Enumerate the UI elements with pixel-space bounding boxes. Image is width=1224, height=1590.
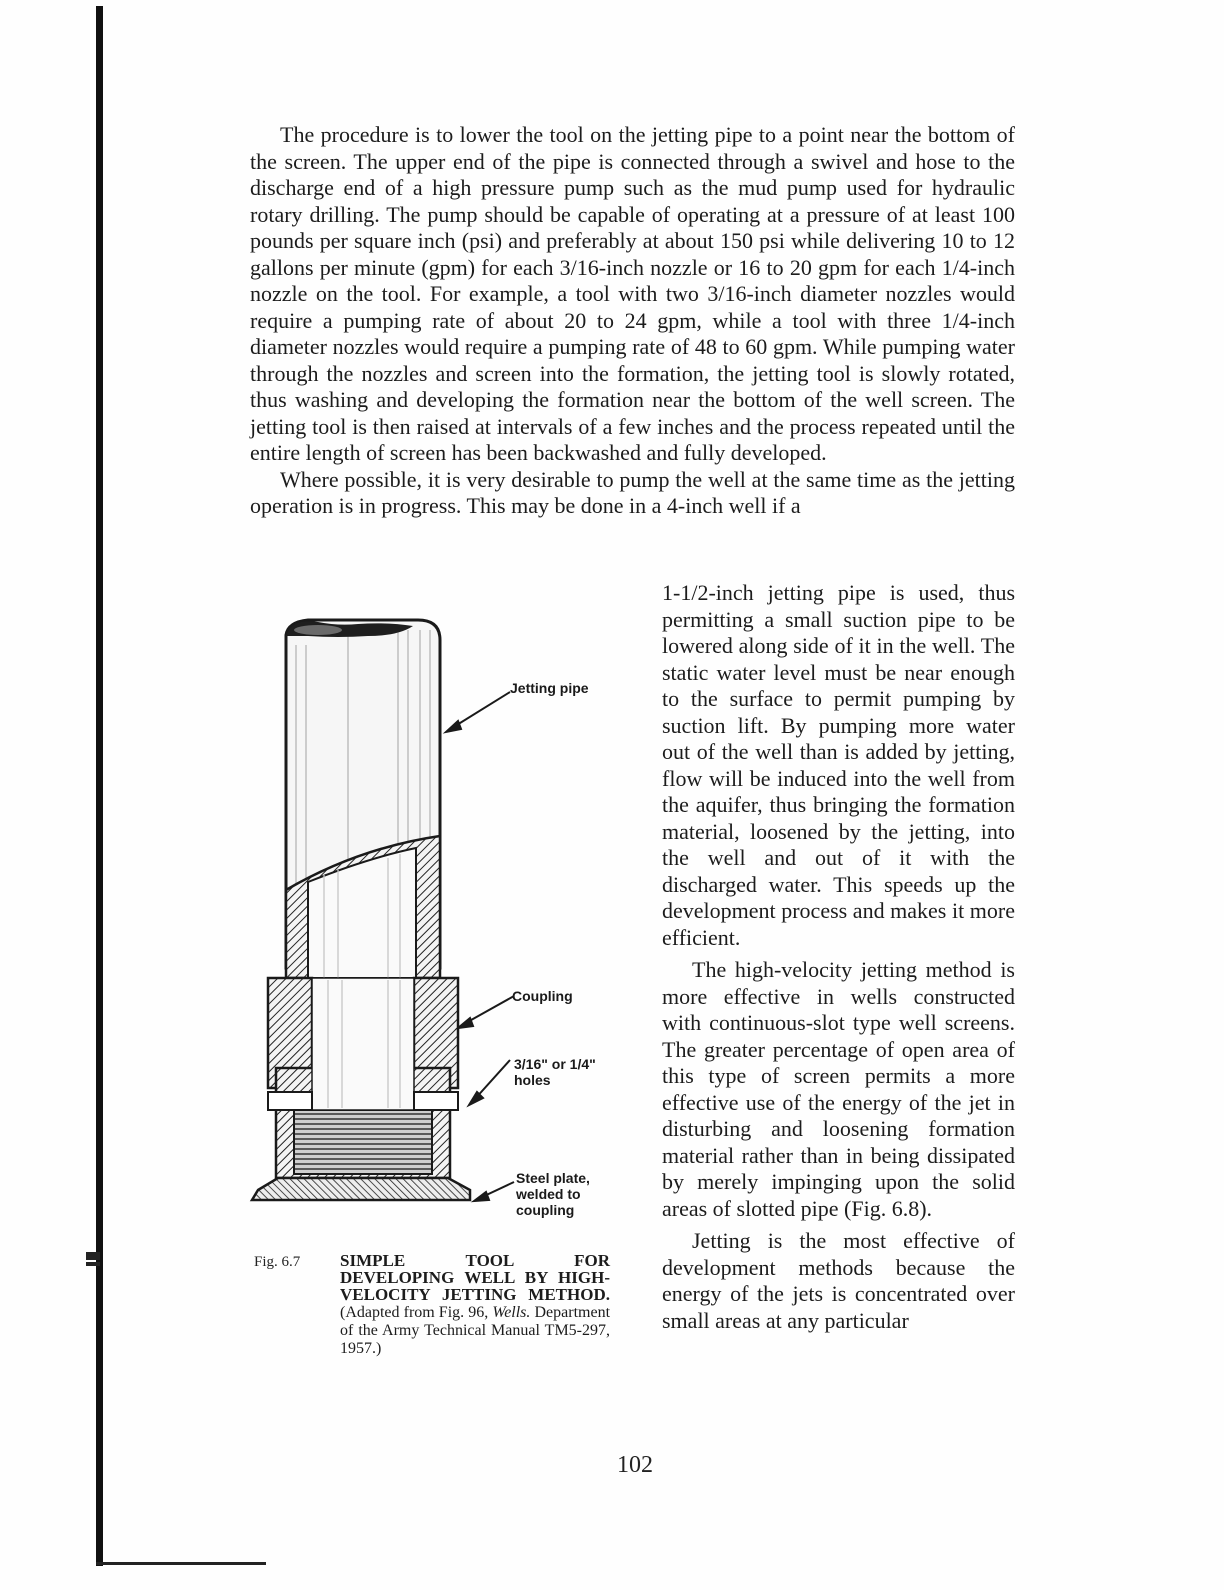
scan-bottom-edge	[96, 1562, 266, 1565]
label-coupling: Coupling	[512, 988, 573, 1004]
leader-lines	[446, 692, 514, 1201]
paragraph-2-continued: 1-1/2-inch jetting pipe is used, thus permitting a small suction pipe to be lowered along side of it in the well. The static water level must be near enough to the surface to permit pumping by suction lift. By pumping more water out of the well than is added by jetting, flow will be induced into the well from the aquifer, thus bringing the formation material, loosened by the jetting, into the well and out of it with the discharged water. This speeds up the development process and makes it more efficient.	[662, 580, 1015, 950]
scan-mark	[86, 1262, 100, 1266]
caption-source-title: Wells.	[492, 1304, 531, 1321]
figure-jetting-tool	[248, 600, 648, 1240]
paragraph-3: The high-velocity jetting method is more effective in wells constructed with continuous-slot type well screens. The greater percentage of open area of this type of screen permits a more effective use of the energy of the jet in disturbing and loosening formation material rather than in being dissipated by merely impinging upon the solid areas of slotted pipe (Fig. 6.8).	[662, 957, 1015, 1221]
paragraph-1: The procedure is to lower the tool on the jetting pipe to a point near the bottom of the screen. The upper end of the pipe is connected through a swivel and hose to the discharge end of a high pressure pump such as the mud pump used for hydraulic rotary drilling. The pump should be capable of operating at a pressure of at least 100 pounds per square inch (psi) and preferably at about 150 psi while delivering 10 to 12 gallons per minute (gpm) for each 3/16-inch nozzle or 16 to 20 gpm for each 1/4-inch nozzle on the tool. For example, a tool with two 3/16-inch diameter nozzles would require a pumping rate of about 20 to 24 gpm, while a tool with three 1/4-inch diameter nozzles would require a pumping rate of 48 to 60 gpm. While pumping water through the nozzles and screen into the formation, the jetting tool is slowly rotated, thus washing and developing the formation near the bottom of the well screen. The jetting tool is then raised at intervals of a few inches and the process repeated until the entire length of screen has been backwashed and fully developed.	[250, 122, 1015, 465]
jetting-pipe	[286, 620, 440, 978]
figure-number: Fig. 6.7	[254, 1254, 301, 1270]
page-number: 102	[617, 1452, 653, 1478]
caption-source-suffix: Department of the Army Technical Manual TM5-297, 1957.)	[340, 1304, 611, 1357]
body-text-right-column	[662, 580, 1015, 1334]
label-holes: holes	[514, 1072, 551, 1088]
caption-text	[340, 1252, 610, 1357]
label-coupling-2: coupling	[516, 1202, 575, 1218]
caption-source	[340, 1304, 610, 1357]
label-welded-to: welded to	[516, 1186, 581, 1202]
steel-plate	[252, 1178, 470, 1200]
coupling	[268, 978, 458, 1178]
jetting-tool-illustration	[248, 600, 648, 1240]
label-jetting-pipe: Jetting pipe	[510, 680, 589, 696]
paragraph-4: Jetting is the most effective of development methods because the energy of the jets is concentrated over small areas at any particular	[662, 1228, 1015, 1333]
paragraph-2-start: Where possible, it is very desirable to pump the well at the same time as the jetting operation is in progress. This may be done in a 4-inch well if a	[250, 466, 1015, 518]
scan-binding-edge	[96, 6, 103, 1566]
body-text-top	[250, 122, 1015, 520]
caption-title: SIMPLE TOOL FOR DEVELOPING WELL BY HIGH-VELOCITY JETTING METHOD.	[340, 1251, 610, 1304]
label-holes-size: 3/16" or 1/4"	[514, 1056, 596, 1072]
label-steel-plate: Steel plate,	[516, 1170, 590, 1186]
caption-source-prefix: (Adapted from Fig. 96,	[340, 1304, 489, 1321]
scan-mark	[86, 1252, 100, 1260]
